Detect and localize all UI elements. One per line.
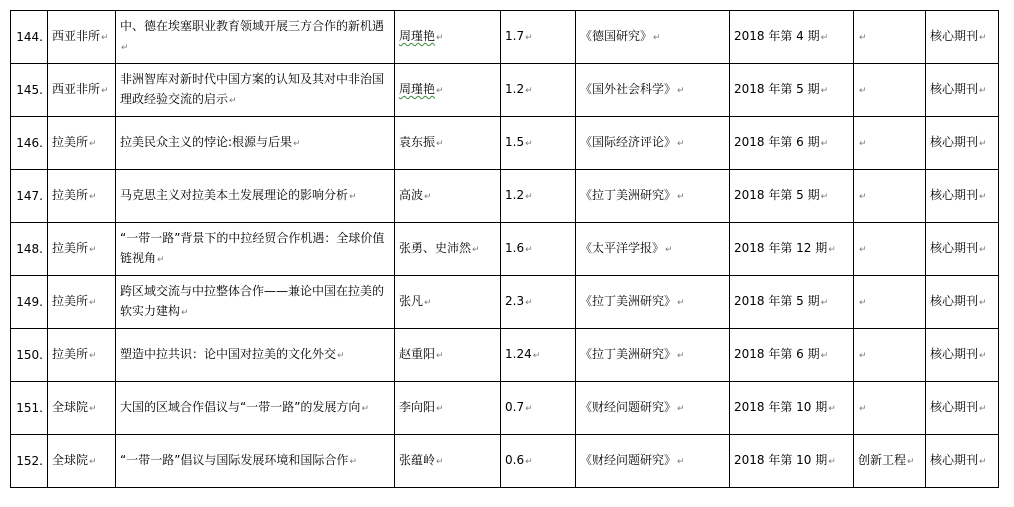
paragraph-mark-icon: ↵ xyxy=(828,245,836,255)
table-row xyxy=(11,276,999,329)
score-text: 1.24 xyxy=(505,347,532,361)
author-text: 张勇、史沛然 xyxy=(399,241,472,255)
cell-title[interactable] xyxy=(116,329,395,382)
cell-issue[interactable] xyxy=(730,382,854,435)
project-text: 创新工程 xyxy=(858,453,907,467)
publication-table xyxy=(10,10,999,488)
table-row xyxy=(11,223,999,276)
paragraph-mark-icon: ↵ xyxy=(677,139,685,149)
paragraph-mark-icon: ↵ xyxy=(472,245,480,255)
author-text: 周瑾艳 xyxy=(399,82,436,96)
cell-journal[interactable] xyxy=(576,11,730,64)
cell-number[interactable] xyxy=(11,382,48,435)
number-text: 145. xyxy=(16,83,43,97)
paragraph-mark-icon: ↵ xyxy=(89,298,97,308)
number-text: 148. xyxy=(16,242,43,256)
paragraph-mark-icon: ↵ xyxy=(979,33,987,43)
score-text: 1.7 xyxy=(505,29,525,43)
institute-text: 拉美所 xyxy=(52,135,89,149)
title-text: 大国的区域合作倡议与“一带一路”的发展方向 xyxy=(120,400,361,414)
cell-author[interactable] xyxy=(395,276,501,329)
title-text: 中、德在埃塞职业教育领域开展三方合作的新机遇 xyxy=(120,19,385,33)
level-text: 核心期刊 xyxy=(930,29,979,43)
cell-level[interactable] xyxy=(926,64,999,117)
cell-institute[interactable] xyxy=(48,223,116,276)
paragraph-mark-icon: ↵ xyxy=(820,139,829,149)
paragraph-mark-icon: ↵ xyxy=(525,298,533,308)
paragraph-mark-icon: ↵ xyxy=(424,192,432,202)
level-text: 核心期刊 xyxy=(930,82,979,96)
title-text: 拉美民众主义的悖论:根源与后果 xyxy=(120,135,293,149)
cell-number[interactable] xyxy=(11,11,48,64)
paragraph-mark-icon: ↵ xyxy=(436,351,444,361)
table-row xyxy=(11,170,999,223)
cell-author[interactable] xyxy=(395,11,501,64)
level-text: 核心期刊 xyxy=(930,294,979,308)
title-text: 塑造中拉共识：论中国对拉美的文化外交 xyxy=(120,347,337,361)
journal-text: 《财经问题研究》 xyxy=(580,400,677,414)
level-text: 核心期刊 xyxy=(930,400,979,414)
author-text: 张蕴岭 xyxy=(399,453,436,467)
paragraph-mark-icon: ↵ xyxy=(229,96,237,106)
paragraph-mark-icon: ↵ xyxy=(820,298,829,308)
journal-text: 《拉丁美洲研究》 xyxy=(580,188,677,202)
paragraph-mark-icon: ↵ xyxy=(828,404,836,414)
journal-text: 《拉丁美洲研究》 xyxy=(580,347,677,361)
cell-issue[interactable] xyxy=(730,223,854,276)
cell-level[interactable] xyxy=(926,170,999,223)
cell-author[interactable] xyxy=(395,382,501,435)
cell-institute[interactable] xyxy=(48,117,116,170)
paragraph-mark-icon: ↵ xyxy=(859,351,867,361)
cell-level[interactable] xyxy=(926,117,999,170)
institute-text: 西亚非所 xyxy=(52,29,101,43)
cell-issue[interactable] xyxy=(730,329,854,382)
author-text: 袁东振 xyxy=(399,135,436,149)
cell-project[interactable] xyxy=(854,117,926,170)
paragraph-mark-icon: ↵ xyxy=(121,43,129,53)
paragraph-mark-icon: ↵ xyxy=(436,457,444,467)
paragraph-mark-icon: ↵ xyxy=(979,192,987,202)
paragraph-mark-icon: ↵ xyxy=(859,404,867,414)
journal-text: 《国际经济评论》 xyxy=(580,135,677,149)
paragraph-mark-icon: ↵ xyxy=(820,192,829,202)
journal-text: 《国外社会科学》 xyxy=(580,82,677,96)
cell-institute[interactable] xyxy=(48,64,116,117)
paragraph-mark-icon: ↵ xyxy=(157,255,165,265)
paragraph-mark-icon: ↵ xyxy=(89,351,97,361)
number-text: 144. xyxy=(16,30,43,44)
cell-number[interactable] xyxy=(11,117,48,170)
cell-project[interactable] xyxy=(854,170,926,223)
journal-text: 《财经问题研究》 xyxy=(580,453,677,467)
number-text: 151. xyxy=(16,401,43,415)
cell-score[interactable] xyxy=(501,64,576,117)
cell-project[interactable] xyxy=(854,223,926,276)
paragraph-mark-icon: ↵ xyxy=(677,298,685,308)
paragraph-mark-icon: ↵ xyxy=(436,33,444,43)
title-text: 马克思主义对拉美本土发展理论的影响分析 xyxy=(120,188,349,202)
paragraph-mark-icon: ↵ xyxy=(979,404,987,414)
cell-project[interactable] xyxy=(854,435,926,488)
author-text: 周瑾艳 xyxy=(399,29,436,43)
paragraph-mark-icon: ↵ xyxy=(665,245,673,255)
paragraph-mark-icon: ↵ xyxy=(677,351,685,361)
issue-text: 2018 年第 6 期 xyxy=(734,347,820,361)
cell-issue[interactable] xyxy=(730,435,854,488)
level-text: 核心期刊 xyxy=(930,347,979,361)
score-text: 2.3 xyxy=(505,294,525,308)
paragraph-mark-icon: ↵ xyxy=(349,192,357,202)
paragraph-mark-icon: ↵ xyxy=(979,245,987,255)
paragraph-mark-icon: ↵ xyxy=(828,457,836,467)
cell-issue[interactable] xyxy=(730,11,854,64)
number-text: 146. xyxy=(16,136,43,150)
level-text: 核心期刊 xyxy=(930,188,979,202)
cell-issue[interactable] xyxy=(730,117,854,170)
score-text: 1.6 xyxy=(505,241,525,255)
cell-journal[interactable] xyxy=(576,64,730,117)
table-row xyxy=(11,382,999,435)
paragraph-mark-icon: ↵ xyxy=(293,139,301,149)
paragraph-mark-icon: ↵ xyxy=(424,298,432,308)
issue-text: 2018 年第 10 期 xyxy=(734,400,828,414)
cell-title[interactable] xyxy=(116,117,395,170)
paragraph-mark-icon: ↵ xyxy=(979,351,987,361)
title-text: 非洲智库对新时代中国方案的认知及其对中非治国理政经验交流的启示 xyxy=(120,72,385,106)
paragraph-mark-icon: ↵ xyxy=(979,139,987,149)
paragraph-mark-icon: ↵ xyxy=(101,33,109,43)
paragraph-mark-icon: ↵ xyxy=(532,351,541,361)
paragraph-mark-icon: ↵ xyxy=(436,139,444,149)
cell-journal[interactable] xyxy=(576,170,730,223)
paragraph-mark-icon: ↵ xyxy=(653,33,661,43)
paragraph-mark-icon: ↵ xyxy=(181,308,189,318)
institute-text: 拉美所 xyxy=(52,347,89,361)
score-text: 0.6 xyxy=(505,453,525,467)
paragraph-mark-icon: ↵ xyxy=(89,192,97,202)
cell-project[interactable] xyxy=(854,64,926,117)
cell-number[interactable] xyxy=(11,64,48,117)
cell-institute[interactable] xyxy=(48,11,116,64)
issue-text: 2018 年第 12 期 xyxy=(734,241,828,255)
paragraph-mark-icon: ↵ xyxy=(677,192,685,202)
paragraph-mark-icon: ↵ xyxy=(859,86,867,96)
cell-institute[interactable] xyxy=(48,382,116,435)
table-row xyxy=(11,329,999,382)
cell-journal[interactable] xyxy=(576,382,730,435)
cell-journal[interactable] xyxy=(576,435,730,488)
level-text: 核心期刊 xyxy=(930,135,979,149)
cell-issue[interactable] xyxy=(730,170,854,223)
table-row xyxy=(11,11,999,64)
paragraph-mark-icon: ↵ xyxy=(820,86,829,96)
paragraph-mark-icon: ↵ xyxy=(979,86,987,96)
paragraph-mark-icon: ↵ xyxy=(859,33,867,43)
cell-title[interactable] xyxy=(116,11,395,64)
cell-number[interactable] xyxy=(11,329,48,382)
paragraph-mark-icon: ↵ xyxy=(525,33,533,43)
paragraph-mark-icon: ↵ xyxy=(820,33,829,43)
cell-title[interactable] xyxy=(116,435,395,488)
number-text: 149. xyxy=(16,295,43,309)
paragraph-mark-icon: ↵ xyxy=(677,404,685,414)
table-row xyxy=(11,117,999,170)
paragraph-mark-icon: ↵ xyxy=(337,351,345,361)
paragraph-mark-icon: ↵ xyxy=(907,457,915,467)
paragraph-mark-icon: ↵ xyxy=(525,139,533,149)
cell-author[interactable] xyxy=(395,64,501,117)
paragraph-mark-icon: ↵ xyxy=(859,245,867,255)
cell-issue[interactable] xyxy=(730,64,854,117)
title-text: “一带一路”背景下的中拉经贸合作机遇：全球价值链视角 xyxy=(120,231,385,265)
level-text: 核心期刊 xyxy=(930,453,979,467)
paragraph-mark-icon: ↵ xyxy=(436,86,444,96)
title-text: “一带一路”倡议与国际发展环境和国际合作 xyxy=(120,453,349,467)
number-text: 152. xyxy=(16,454,43,468)
author-text: 高波 xyxy=(399,188,424,202)
cell-score[interactable] xyxy=(501,382,576,435)
paragraph-mark-icon: ↵ xyxy=(677,457,685,467)
paragraph-mark-icon: ↵ xyxy=(349,457,357,467)
issue-text: 2018 年第 10 期 xyxy=(734,453,828,467)
cell-number[interactable] xyxy=(11,276,48,329)
paragraph-mark-icon: ↵ xyxy=(361,404,369,414)
institute-text: 拉美所 xyxy=(52,294,89,308)
table-body xyxy=(11,11,999,488)
cell-institute[interactable] xyxy=(48,435,116,488)
cell-journal[interactable] xyxy=(576,117,730,170)
cell-author[interactable] xyxy=(395,435,501,488)
cell-journal[interactable] xyxy=(576,223,730,276)
cell-journal[interactable] xyxy=(576,329,730,382)
cell-score[interactable] xyxy=(501,117,576,170)
paragraph-mark-icon: ↵ xyxy=(89,457,97,467)
paragraph-mark-icon: ↵ xyxy=(89,139,97,149)
cell-number[interactable] xyxy=(11,223,48,276)
cell-project[interactable] xyxy=(854,276,926,329)
author-text: 张凡 xyxy=(399,294,424,308)
paragraph-mark-icon: ↵ xyxy=(525,192,533,202)
paragraph-mark-icon: ↵ xyxy=(436,404,444,414)
institute-text: 西亚非所 xyxy=(52,82,101,96)
cell-score[interactable] xyxy=(501,223,576,276)
paragraph-mark-icon: ↵ xyxy=(677,86,685,96)
cell-author[interactable] xyxy=(395,117,501,170)
score-text: 1.2 xyxy=(505,188,525,202)
cell-author[interactable] xyxy=(395,329,501,382)
journal-text: 《拉丁美洲研究》 xyxy=(580,294,677,308)
issue-text: 2018 年第 5 期 xyxy=(734,188,820,202)
institute-text: 全球院 xyxy=(52,400,89,414)
cell-journal[interactable] xyxy=(576,276,730,329)
cell-issue[interactable] xyxy=(730,276,854,329)
paragraph-mark-icon: ↵ xyxy=(525,457,533,467)
author-text: 赵重阳 xyxy=(399,347,436,361)
paragraph-mark-icon: ↵ xyxy=(525,404,533,414)
score-text: 1.2 xyxy=(505,82,525,96)
paragraph-mark-icon: ↵ xyxy=(525,245,533,255)
paragraph-mark-icon: ↵ xyxy=(101,86,109,96)
cell-project[interactable] xyxy=(854,382,926,435)
cell-title[interactable] xyxy=(116,170,395,223)
cell-author[interactable] xyxy=(395,170,501,223)
cell-title[interactable] xyxy=(116,382,395,435)
cell-score[interactable] xyxy=(501,329,576,382)
journal-text: 《太平洋学报》 xyxy=(580,241,665,255)
cell-title[interactable] xyxy=(116,276,395,329)
paragraph-mark-icon: ↵ xyxy=(859,192,867,202)
cell-author[interactable] xyxy=(395,223,501,276)
cell-institute[interactable] xyxy=(48,276,116,329)
cell-institute[interactable] xyxy=(48,170,116,223)
cell-score[interactable] xyxy=(501,276,576,329)
cell-level[interactable] xyxy=(926,329,999,382)
cell-score[interactable] xyxy=(501,435,576,488)
number-text: 147. xyxy=(16,189,43,203)
issue-text: 2018 年第 4 期 xyxy=(734,29,820,43)
cell-number[interactable] xyxy=(11,435,48,488)
institute-text: 拉美所 xyxy=(52,241,89,255)
paragraph-mark-icon: ↵ xyxy=(820,351,829,361)
paragraph-mark-icon: ↵ xyxy=(89,245,97,255)
institute-text: 全球院 xyxy=(52,453,89,467)
author-text: 李向阳 xyxy=(399,400,436,414)
cell-project[interactable] xyxy=(854,329,926,382)
cell-level[interactable] xyxy=(926,11,999,64)
score-text: 0.7 xyxy=(505,400,525,414)
issue-text: 2018 年第 5 期 xyxy=(734,294,820,308)
table-row xyxy=(11,64,999,117)
issue-text: 2018 年第 6 期 xyxy=(734,135,820,149)
table-row xyxy=(11,435,999,488)
cell-level[interactable] xyxy=(926,435,999,488)
cell-score[interactable] xyxy=(501,11,576,64)
issue-text: 2018 年第 5 期 xyxy=(734,82,820,96)
score-text: 1.5 xyxy=(505,135,525,149)
institute-text: 拉美所 xyxy=(52,188,89,202)
number-text: 150. xyxy=(16,348,43,362)
cell-project[interactable] xyxy=(854,11,926,64)
cell-level[interactable] xyxy=(926,382,999,435)
cell-number[interactable] xyxy=(11,170,48,223)
level-text: 核心期刊 xyxy=(930,241,979,255)
cell-level[interactable] xyxy=(926,276,999,329)
paragraph-mark-icon: ↵ xyxy=(89,404,97,414)
paragraph-mark-icon: ↵ xyxy=(859,139,867,149)
paragraph-mark-icon: ↵ xyxy=(979,457,987,467)
cell-score[interactable] xyxy=(501,170,576,223)
paragraph-mark-icon: ↵ xyxy=(979,298,987,308)
cell-level[interactable] xyxy=(926,223,999,276)
cell-title[interactable] xyxy=(116,223,395,276)
journal-text: 《德国研究》 xyxy=(580,29,653,43)
paragraph-mark-icon: ↵ xyxy=(859,298,867,308)
cell-institute[interactable] xyxy=(48,329,116,382)
paragraph-mark-icon: ↵ xyxy=(525,86,533,96)
title-text: 跨区域交流与中拉整体合作——兼论中国在拉美的软实力建构 xyxy=(120,284,385,318)
cell-title[interactable] xyxy=(116,64,395,117)
